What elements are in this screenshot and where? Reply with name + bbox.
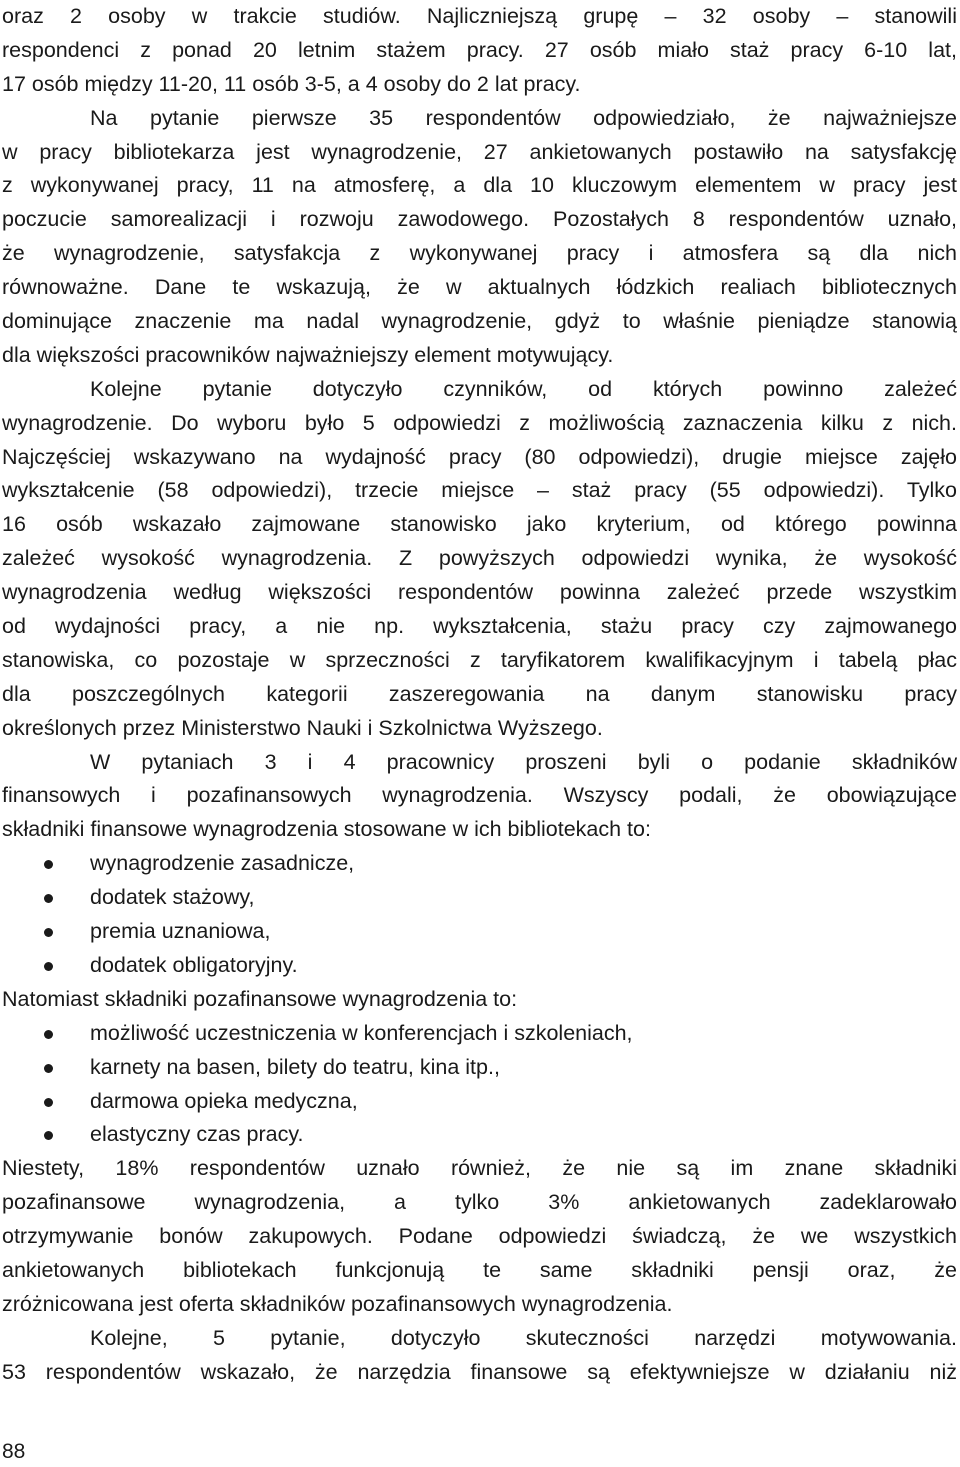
list-item-text: premia uznaniowa,	[90, 919, 271, 944]
text-line: poczucie samorealizacji i rozwoju zawodowego. Pozostałych 8 respondentów uznało,	[2, 207, 957, 232]
bullet-icon	[44, 860, 53, 869]
text-line: Najczęściej wskazywano na wydajność pracy (80 odpowiedzi), drugie miejsce zajęło	[2, 444, 957, 469]
list-item-text: karnety na basen, bilety do teatru, kina itp.,	[90, 1054, 500, 1079]
text-line: ankietowanych bibliotekach funkcjonują te same składniki pensji oraz, że	[2, 1257, 957, 1282]
list-item-text: wynagrodzenie zasadnicze,	[90, 851, 355, 876]
list-item	[2, 1051, 957, 1085]
text-line: równoważne. Dane te wskazują, że w aktualnych łódzkich realiach bibliotecznych	[2, 275, 957, 300]
text-line: w pracy bibliotekarza jest wynagrodzenie, 27 ankietowanych postawiło na satysfakcję	[2, 139, 957, 164]
text-line: Na pytanie pierwsze 35 respondentów odpowiedziało, że najważniejsze	[90, 105, 957, 130]
list-item-text: możliwość uczestniczenia w konferencjach i szkoleniach,	[90, 1020, 633, 1045]
text-line: od wydajności pracy, a nie np. wykształcenia, stażu pracy czy zajmowanego	[2, 614, 957, 639]
text-line: że wynagrodzenie, satysfakcja z wykonywanej pracy i atmosfera są dla nich	[2, 241, 957, 266]
text-line: zależeć wysokość wynagrodzenia. Z powyższych odpowiedzi wynika, że wysokość	[2, 546, 957, 571]
list-item	[2, 1017, 957, 1051]
text-line: Kolejne pytanie dotyczyło czynników, od których powinno zależeć	[90, 376, 957, 401]
text-line: określonych przez Ministerstwo Nauki i Szkolnictwa Wyższego.	[2, 715, 603, 740]
bullet-icon	[44, 1098, 53, 1107]
text-line: stanowiska, co pozostaje w sprzeczności z taryfikatorem kwalifikacyjnym i tabelą płac	[2, 647, 957, 672]
text-line: oraz 2 osoby w trakcie studiów. Najliczniejszą grupę – 32 osoby – stanowili	[2, 4, 957, 28]
bullet-icon	[44, 962, 53, 971]
list-item	[2, 881, 957, 915]
text-line: W pytaniach 3 i 4 pracownicy proszeni byli o podanie składników	[90, 749, 957, 774]
list-item-text: darmowa opieka medyczna,	[90, 1088, 358, 1113]
text-line: Natomiast składniki pozafinansowe wynagrodzenia to:	[2, 986, 518, 1011]
text-line: Niestety, 18% respondentów uznało również, że nie są im znane składniki	[2, 1156, 957, 1181]
text-line: 16 osób wskazało zajmowane stanowisko jako kryterium, od którego powinna	[2, 512, 957, 537]
text-line: otrzymywanie bonów zakupowych. Podane odpowiedzi świadczą, że we wszystkich	[2, 1224, 957, 1249]
text-line: wynagrodzenia według większości respondentów powinna zależeć przede wszystkim	[2, 580, 957, 605]
text-line: wynagrodzenie. Do wyboru było 5 odpowiedzi z możliwością zaznaczenia kilku z nich.	[2, 410, 957, 435]
list-item	[2, 1085, 957, 1119]
bullet-icon	[44, 1064, 53, 1073]
bullet-icon	[44, 1030, 53, 1039]
text-line: respondenci z ponad 20 letnim stażem pracy. 27 osób miało staż pracy 6-10 lat,	[2, 37, 957, 62]
text-line: Kolejne, 5 pytanie, dotyczyło skuteczności narzędzi motywowania.	[90, 1325, 957, 1350]
text-line: 17 osób między 11-20, 11 osób 3-5, a 4 osoby do 2 lat pracy.	[2, 71, 581, 96]
list-item	[2, 847, 957, 881]
bullet-icon	[44, 928, 53, 937]
text-line: 53 respondentów wskazało, że narzędzia finansowe są efektywniejsze w działaniu niż	[2, 1359, 957, 1384]
list-item-text: dodatek obligatoryjny.	[90, 952, 298, 977]
text-line: pozafinansowe wynagrodzenia, a tylko 3% ankietowanych zadeklarowało	[2, 1190, 957, 1215]
list-item	[2, 915, 957, 949]
list-item-text: dodatek stażowy,	[90, 885, 255, 910]
text-line: finansowych i pozafinansowych wynagrodzenia. Wszyscy podali, że obowiązujące	[2, 783, 957, 808]
text-line: dla poszczególnych kategorii zaszeregowania na danym stanowisku pracy	[2, 681, 957, 706]
text-line: z wykonywanej pracy, 11 na atmosferę, a dla 10 kluczowym elementem w pracy jest	[2, 173, 957, 198]
list-item-text: elastyczny czas pracy.	[90, 1122, 304, 1147]
text-line: wykształcenie (58 odpowiedzi), trzecie miejsce – staż pracy (55 odpowiedzi). Tylko	[2, 478, 957, 503]
document-page	[2, 0, 957, 1390]
page-number: 88	[2, 1440, 26, 1463]
bullet-icon	[44, 1131, 53, 1140]
text-line: dominujące znaczenie ma nadal wynagrodzenie, gdyż to właśnie pieniądze stanowią	[2, 309, 957, 334]
list-item	[2, 949, 957, 983]
text-line: zróżnicowana jest oferta składników pozafinansowych wynagrodzenia.	[2, 1291, 673, 1316]
bullet-icon	[44, 894, 53, 903]
text-line: dla większości pracowników najważniejszy element motywujący.	[2, 342, 614, 367]
list-item	[2, 1118, 957, 1152]
text-line: składniki finansowe wynagrodzenia stosowane w ich bibliotekach to:	[2, 817, 651, 842]
